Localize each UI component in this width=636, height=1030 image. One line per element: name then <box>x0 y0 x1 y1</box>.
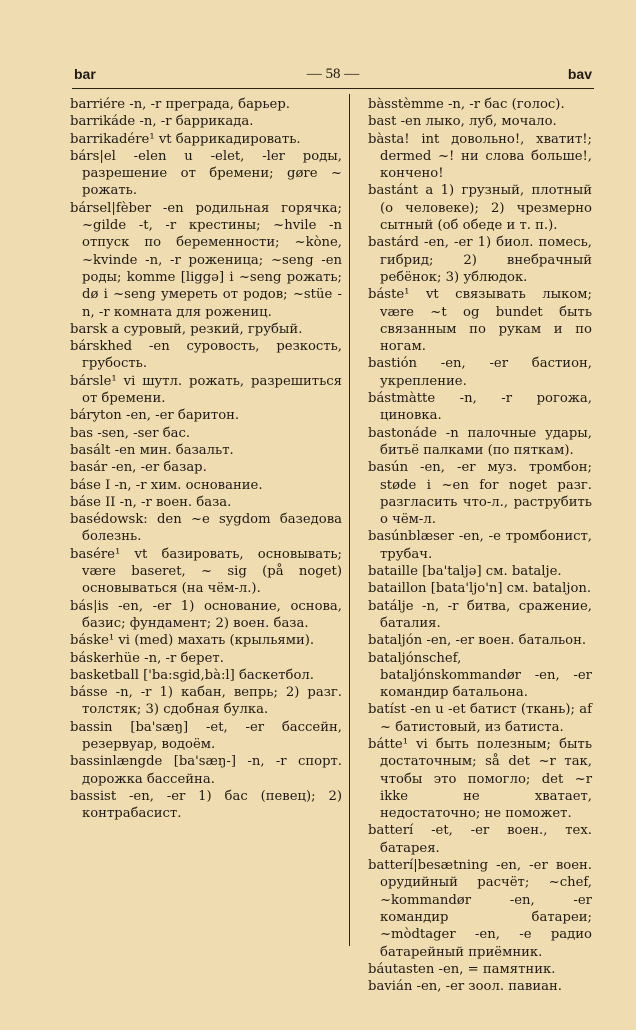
dictionary-entry: bast -en лыко, луб, мочало. <box>368 114 557 130</box>
dictionary-entry: basédowsk: den ~e sygdom базедова болезнь. <box>70 512 342 545</box>
header-right-guideword: bav <box>567 66 592 82</box>
page-header <box>74 66 592 86</box>
dictionary-entry: bársel|fèber -en родильная горячка; ~gilde -t, -r крестины; ~hvile -n отпуск по беременности; ~kòne, ~kvinde -n, -r роженица; ~seng -en роды; komme [liggə] i ~seng рожать; dø i ~seng умереть от родов; ~stüe -n, -r комната для рожениц. <box>70 200 342 320</box>
dictionary-entry: básse -n, -r 1) кабан, вепрь; 2) разг. толстяк; 3) сдобная булка. <box>70 685 342 718</box>
dictionary-entry: barrikadére¹ vt баррикадировать. <box>70 131 301 147</box>
dictionary-entry: batterí -et, -er воен., тех. батарея. <box>368 823 592 856</box>
dictionary-entry: báse I -n, -r хим. основание. <box>70 477 263 493</box>
dictionary-entry: bátte¹ vi быть полезным; быть достаточным; så det ~r так, чтобы это помогло; det ~r ikke не хватает, недостаточно; не поможет. <box>368 736 592 822</box>
page-number: — 58 — <box>306 66 360 82</box>
dictionary-entry: bàsstèmme -n, -r бас (голос). <box>368 97 565 112</box>
dictionary-entry: báryton -en, -er баритон. <box>70 408 240 424</box>
dictionary-entry: bás|is -en, -er 1) основание, основа, базис; фундамент; 2) воен. база. <box>70 598 342 631</box>
right-column <box>360 96 592 995</box>
dictionary-entry: bassist -en, -er 1) бас (певец); 2) контрабасист. <box>70 788 342 822</box>
dictionary-entry: báste¹ vt связывать лыком; være ~t og bundet быть связанным по рукам и по ногам. <box>368 287 592 355</box>
dictionary-entry: batterí|besætning -en, -er воен. орудийный расчёт; ~chef, ~kommandør -en, -er командир батареи; ~mòdtager -en, -e радио батарейный приёмник. <box>368 858 592 960</box>
dictionary-entry: báskerhüe -n, -r берет. <box>70 650 224 666</box>
dictionary-entry: basált -en мин. базальт. <box>70 442 234 458</box>
header-left-guideword: bar <box>74 66 96 82</box>
dictionary-entry: bàsta! int довольно!, хватит!; dermed ~! ни слова больше!, кончено! <box>368 131 592 182</box>
dictionary-entry: bassinlængde [ba'sæŋ-] -n, -r спорт. дорожка бассейна. <box>70 754 342 787</box>
dictionary-entry: bataljónschef, bataljónskommandør -en, -er командир батальона. <box>368 650 592 701</box>
dictionary-entry: bataillon [bata'ljo'n] см. bataljon. <box>368 581 592 597</box>
dictionary-entry: bastión -en, -er бастион, укрепление. <box>368 356 592 389</box>
dictionary-entry: bas -sen, -ser бас. <box>70 425 191 441</box>
dictionary-entry: bataljón -en, -er воен. батальон. <box>368 633 587 649</box>
dictionary-entry: barriére -n, -r преграда, барьер. <box>70 97 290 112</box>
dictionary-entry: bastárd -en, -er 1) биол. помесь, гибрид; 2) внебрачный ребёнок; 3) ублюдок. <box>368 235 592 285</box>
dictionary-entry: báutasten -en, = памятник. <box>368 961 556 977</box>
dictionary-entry: bassin [ba'sæŋ] -et, -er бассейн, резервуар, водоём. <box>70 719 342 752</box>
dictionary-entry: bársle¹ vi шутл. рожать, разрешиться от бремени. <box>70 373 342 407</box>
dictionary-entry: bárs|el -elen u -elet, -ler роды, разрешение от бремени; gøre ~ рожать. <box>70 148 342 199</box>
dictionary-entry: báske¹ vi (med) махать (крыльями). <box>70 633 315 649</box>
dictionary-entry: bavián -en, -er зоол. павиан. <box>368 979 562 995</box>
column-divider <box>349 94 350 946</box>
dictionary-entry: basketball ['ba:sgid,bà:l] баскетбол. <box>70 667 314 683</box>
dictionary-entry: bastánt a 1) грузный, плотный (о человеке); 2) чрезмерно сытный (об обеде и т. п.). <box>368 183 592 234</box>
dictionary-entry: batálje -n, -r битва, сражение, баталия. <box>368 598 592 631</box>
dictionary-entry: barsk a суровый, резкий, грубый. <box>70 321 303 337</box>
dictionary-entry: basár -en, -er базар. <box>70 460 207 476</box>
dictionary-entry: batíst -en u -et батист (ткань); af ~ батистовый, из батиста. <box>368 702 592 735</box>
dictionary-entry: basére¹ vt базировать, основывать; være baseret, ~ sig (på noget) основываться (на чём-л.). <box>70 546 342 597</box>
dictionary-entry: bataille [ba'taljə] см. batalje. <box>368 564 562 580</box>
dictionary-entry: basún -en, -er муз. тромбон; støde i ~en for noget разг. разгласить что-л., раструбить о чём-л. <box>368 460 592 528</box>
dictionary-entry: bástmàtte -n, -r рогожа, циновка. <box>368 391 592 424</box>
dictionary-entry: basúnblæser -en, -e тромбонист, трубач. <box>368 529 592 562</box>
dictionary-entry: báse II -n, -r воен. база. <box>70 494 232 510</box>
header-rule <box>72 88 594 89</box>
dictionary-entry: bastonáde -n палочные удары, битьё палками (по пяткам). <box>368 425 592 458</box>
dictionary-entry: bárskhed -en суровость, резкость, грубость. <box>70 339 342 372</box>
left-column <box>62 96 342 822</box>
dictionary-entry: barrikáde -n, -r баррикада. <box>70 114 254 130</box>
